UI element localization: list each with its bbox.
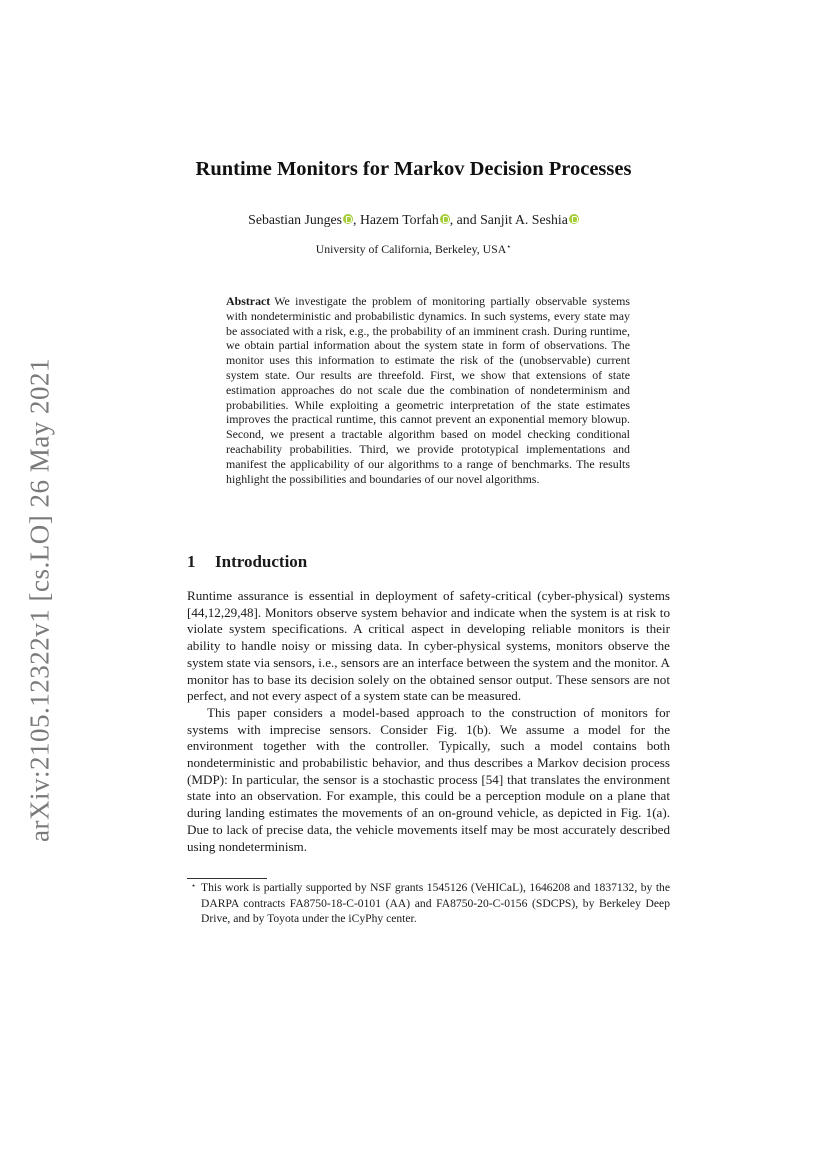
orcid-icon[interactable]	[440, 214, 450, 224]
affiliation-text: University of California, Berkeley, USA	[315, 242, 507, 256]
affiliation	[0, 242, 827, 257]
author-separator: , and	[449, 212, 481, 227]
orcid-icon[interactable]	[569, 214, 579, 224]
section-heading	[187, 552, 307, 572]
abstract-label: Abstract	[226, 294, 271, 308]
footnote	[187, 880, 670, 927]
paragraph: Runtime assurance is essential in deployment of safety-critical (cyber-physical) systems [44,12,29,48]. Monitors observe system behavior and indicate when the system is at risk to violate system specifications. A critical aspect in developing reliable monitors is their ability to handle noisy or missing data. In cyber-physical systems, monitors observe the system state via sensors, i.e., sensors are an interface between the system and the monitor. A monitor has to base its decision solely on the obtained sensor output. These sensors are not perfect, and not every aspect of a system state can be measured.	[187, 588, 670, 704]
affiliation-footnote-mark[interactable]: ⋆	[506, 242, 512, 251]
paper-title: Runtime Monitors for Markov Decision Processes	[195, 158, 632, 180]
author-list	[0, 212, 827, 228]
orcid-icon[interactable]	[343, 214, 353, 224]
footnote-text: This work is partially supported by NSF grants 1545126 (VeHICaL), 1646208 and 1837132, by the DARPA contracts FA8750-18-C-0101 (AA) and FA8750-20-C-0156 (SDCPS), by Berkeley Deep Drive, and by Toyota under the iCyPhy center.	[201, 881, 670, 926]
author-name: Sebastian Junges	[248, 212, 343, 227]
section-title: Introduction	[215, 552, 308, 571]
author-name: Hazem Torfah	[359, 212, 439, 227]
abstract-text: We investigate the problem of monitoring partially observable systems with nondeterministic and probabilistic dynamics. In such systems, every state may be associated with a risk, e.g., the probability of an imminent crash. During runtime, we obtain partial information about the system state in form of observations. The monitor uses this information to estimate the risk of the (unobservable) current system state. Our results are threefold. First, we show that extensions of state estimation approaches do not scale due the combination of nondeterminism and probabilities. While exploiting a geometric interpretation of the state estimates improves the practical runtime, this cannot prevent an exponential memory blowup. Second, we present a tractable algorithm based on model checking conditional reachability probabilities. Third, we provide prototypical implementations and manifest the applicability of our algorithms to a range of benchmarks. The results highlight the possibilities and boundaries of our novel algorithms.	[226, 294, 630, 486]
paragraph: This paper considers a model-based approach to the construction of monitors for systems with imprecise sensors. Consider Fig. 1(b). We assume a model for the environment together with the controller. Typically, such a model contains both nondeterministic and probabilistic behavior, and thus describes a Markov decision process (MDP): In particular, the sensor is a stochastic process [54] that translates the environment state into an observation. For example, this could be a perception module on a plane that during landing estimates the movements of an on-ground vehicle, as depicted in Fig. 1(a). Due to lack of precise data, the vehicle movements itself may be most accurately described using nondeterminism.	[187, 704, 670, 854]
footnote-mark: ⋆	[191, 881, 197, 890]
author-separator: ,	[353, 212, 360, 227]
footnote-rule	[187, 878, 267, 879]
section-number: 1	[187, 552, 196, 571]
arxiv-identifier: arXiv:2105.12322v1 [cs.LO] 26 May 2021	[24, 358, 55, 842]
author-name: Sanjit A. Seshia	[480, 212, 568, 227]
abstract	[226, 294, 630, 486]
body-text	[187, 588, 670, 855]
